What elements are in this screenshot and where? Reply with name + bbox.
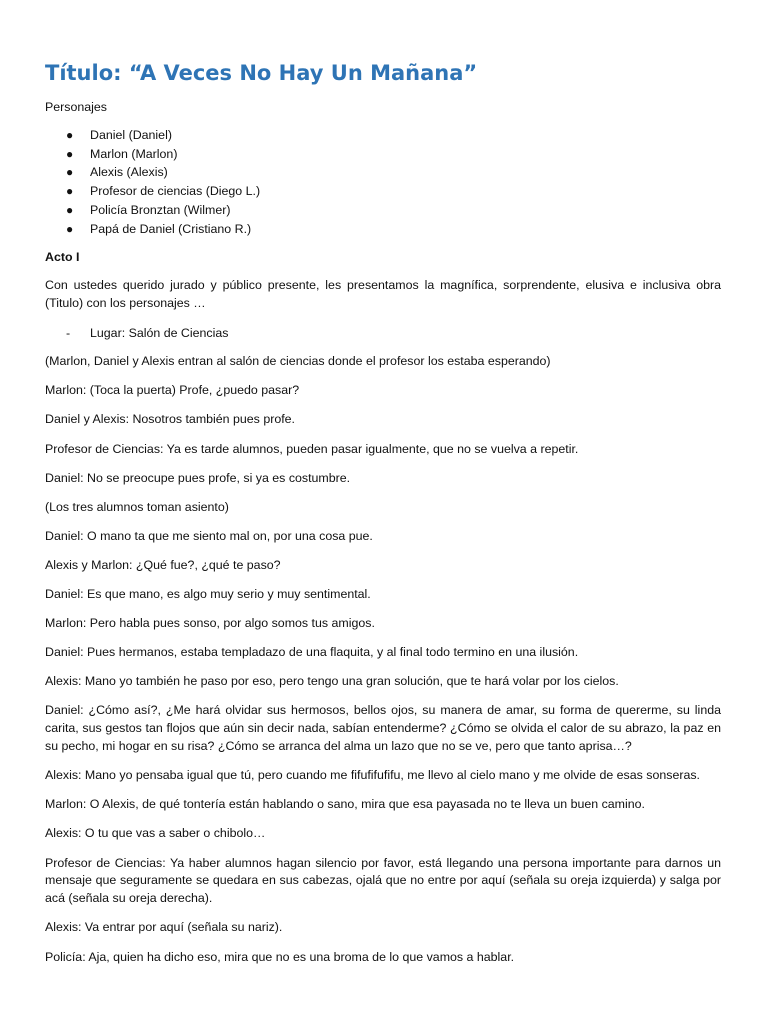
act-heading: Acto I (45, 250, 80, 265)
dialogue-line: Alexis: Mano yo también he paso por eso, pero tengo una gran solución, que te hará volar por los cielos. (45, 674, 619, 689)
list-item (45, 163, 721, 182)
location-item (45, 324, 721, 342)
dialogue-line: Daniel: O mano ta que me siento mal on, por una cosa pue. (45, 528, 373, 543)
bullet-icon: ● (66, 165, 74, 180)
dialogue-line: Marlon: O Alexis, de qué tontería están hablando o sano, mira que esa payasada no te lleva un buen camino. (45, 797, 645, 812)
dialogue-line: Marlon: (Toca la puerta) Profe, ¿puedo pasar? (45, 383, 300, 398)
list-item (45, 182, 721, 201)
stage-direction: (Los tres alumnos toman asiento) (45, 499, 229, 514)
list-item (45, 220, 721, 239)
character-name: Daniel (Daniel) (90, 128, 172, 142)
list-item (45, 201, 721, 220)
dialogue-line: Alexis: Mano yo pensaba igual que tú, pero cuando me fifufifufifu, me llevo al cielo mano y me olvide de esas sonseras. (45, 768, 701, 783)
character-name: Papá de Daniel (Cristiano R.) (90, 221, 252, 236)
list-item (45, 126, 721, 145)
bullet-icon: ● (66, 128, 74, 142)
dialogue-line: Marlon: Pero habla pues sonso, por algo somos tus amigos. (45, 616, 375, 631)
document-title: Título: “A Veces No Hay Un Mañana” (45, 61, 478, 85)
intro-paragraph: Con ustedes querido jurado y público presente, les presentamos la magnífica, sorprendente, elusiva e inclusiva obra (Titulo) con los personajes … (45, 278, 721, 311)
character-name: Profesor de ciencias (Diego L.) (90, 184, 261, 199)
dialogue-line: Alexis: O tu que vas a saber o chibolo… (45, 826, 266, 841)
character-name: Policía Bronztan (Wilmer) (90, 202, 231, 217)
dialogue-line: Daniel: Pues hermanos, estaba templadazo de una flaquita, y al final todo termino en una ilusión. (45, 645, 579, 660)
dialogue-line: Policía: Aja, quien ha dicho eso, mira que no es una broma de lo que vamos a hablar. (45, 949, 515, 964)
bullet-icon: ● (66, 221, 74, 236)
document-page (45, 58, 721, 978)
location-text: Lugar: Salón de Ciencias (90, 326, 229, 341)
characters-label: Personajes (45, 100, 107, 114)
characters-list (45, 126, 721, 238)
character-name: Marlon (Marlon) (90, 146, 178, 161)
list-item (45, 145, 721, 164)
dialogue-line: Profesor de Ciencias: Ya es tarde alumnos, pueden pasar igualmente, que no se vuelva a repetir. (45, 441, 579, 456)
dialogue-line: Daniel: No se preocupe pues profe, si ya es costumbre. (45, 470, 351, 485)
bullet-icon: ● (66, 202, 74, 217)
dash-bullet-icon: - (66, 326, 71, 341)
dialogue-line: Daniel: ¿Cómo así?, ¿Me hará olvidar sus hermosos, bellos ojos, su manera de amar, su forma de quererme, su linda carita, sus gestos tan flojos que aún sin decir nada, sabían entenderme? ¿Cómo se olvida el calor de su abrazo, la paz en su pecho, mi hogar en su risa? ¿Cómo se arranca del alma un lazo que no se ve, pero que tanto aprisa…? (45, 703, 721, 754)
dialogue-line: Alexis y Marlon: ¿Qué fue?, ¿qué te paso? (45, 557, 281, 572)
bullet-icon: ● (66, 146, 74, 161)
dialogue-line: Daniel y Alexis: Nosotros también pues profe. (45, 412, 296, 427)
bullet-icon: ● (66, 184, 74, 199)
character-name: Alexis (Alexis) (90, 165, 168, 180)
dialogue-line: Alexis: Va entrar por aquí (señala su nariz). (45, 920, 283, 935)
dialogue-line: Daniel: Es que mano, es algo muy serio y muy sentimental. (45, 586, 371, 601)
stage-direction: (Marlon, Daniel y Alexis entran al salón de ciencias donde el profesor los estaba esperando) (45, 354, 551, 369)
dialogue-line: Profesor de Ciencias: Ya haber alumnos hagan silencio por favor, está llegando una persona importante para darnos un mensaje que seguramente se quedara en sus cabezas, ojalá que no entre por aquí (señala su oreja izquierda) y salga por acá (señala su oreja derecha). (45, 855, 721, 906)
